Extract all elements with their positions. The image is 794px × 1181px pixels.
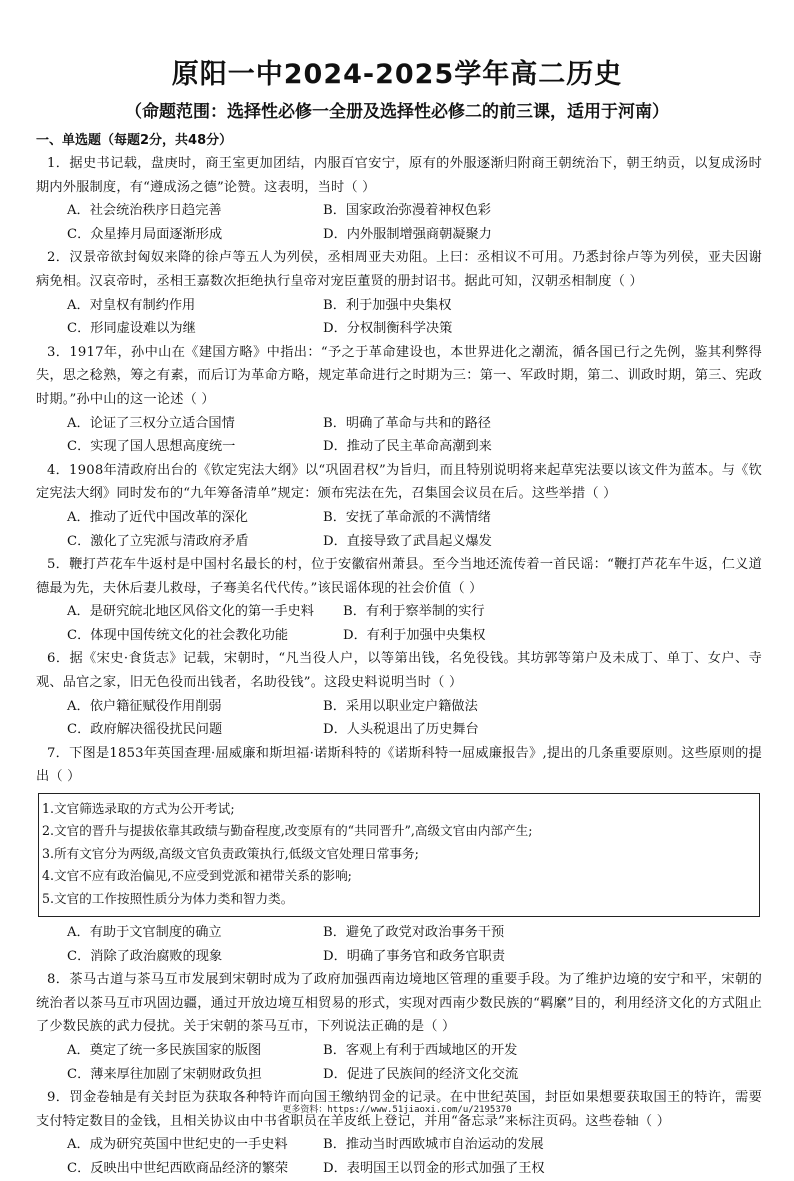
option-d[interactable]: D．人头税退出了历史舞台 — [323, 722, 479, 738]
option-c[interactable]: C．激化了立宪派与清政府矛盾 — [67, 533, 249, 549]
question-2 — [36, 246, 762, 340]
question-6 — [36, 647, 762, 741]
option-d[interactable]: D．分权制衡科学决策 — [323, 321, 453, 337]
principle-item: 3.所有文官分为两级,高级文官负责政策执行,低级文官处理日常事务; — [42, 845, 419, 861]
option-grid — [36, 1133, 762, 1180]
option-c[interactable]: C．反映出中世纪西欧商品经济的繁荣 — [67, 1161, 289, 1176]
option-a[interactable]: A．社会统治秩序日趋完善 — [67, 203, 222, 219]
question-stem: 2．汉景帝欲封匈奴来降的徐卢等五人为列侯，丞相周亚夫劝阻。上曰：丞相议不可用。乃悉封徐卢等为列侯，亚夫因谢病免相。汉哀帝时，丞相王嘉数次拒绝执行皇帝对宠臣董贤的册封诏书。据此可知，汉朝丞相制度（ ） — [36, 250, 762, 289]
question-stem: 1．据史书记载，盘庚时，商王室更加团结，内服百官安宁，原有的外服逐渐归附商王朝统治下，朝王纳贡，以复成汤时期内外服制度，有“遵成汤之德”论赞。这表明，当时（ ） — [36, 156, 762, 195]
option-d[interactable]: D．内外服制增强商朝凝聚力 — [323, 226, 492, 242]
question-1 — [36, 152, 762, 246]
question-stem: 4．1908年清政府出台的《钦定宪法大纲》以“巩固君权”为旨归，而且特别说明将来起草宪法要以该文件为蓝本。与《钦定宪法大纲》同时发布的“九年筹备清单”规定：颁布宪法在先，召集国会议员在后。这些举措（ ） — [36, 462, 762, 502]
question-9 — [36, 1086, 762, 1180]
option-c[interactable]: C．薄来厚往加剧了宋朝财政负担 — [67, 1066, 262, 1082]
option-a[interactable]: A．成为研究英国中世纪史的一手史料 — [67, 1137, 288, 1153]
principles-box — [38, 793, 760, 917]
option-a[interactable]: A．奠定了统一多民族国家的版图 — [67, 1043, 262, 1059]
option-grid — [36, 600, 762, 647]
option-d[interactable]: D．推动了民主革命高潮到来 — [323, 439, 492, 455]
option-grid — [36, 921, 762, 968]
question-3 — [36, 341, 762, 459]
question-8 — [36, 968, 762, 1086]
principle-item: 5.文官的工作按照性质分为体力类和智力类。 — [42, 890, 294, 906]
option-c[interactable]: C．消除了政治腐败的现象 — [67, 948, 223, 964]
option-a[interactable]: A．对皇权有制约作用 — [67, 297, 196, 313]
option-c[interactable]: C．政府解决徭役扰民问题 — [67, 722, 223, 738]
option-b[interactable]: B．利于加强中央集权 — [323, 297, 452, 313]
option-b[interactable]: B．推动当时西欧城市自治运动的发展 — [323, 1137, 544, 1153]
option-grid — [36, 412, 762, 459]
question-5 — [36, 553, 762, 647]
question-stem: 8．茶马古道与茶马互市发展到宋朝时成为了政府加强西南边境地区管理的重要手段。为了维护边境的安宁和平，宋朝的统治者以茶马互市巩固边疆，通过开放边境互相贸易的形式，实现对西南少数民族的“羁縻”目的，利用经济文化的方式阻止了少数民族的武力侵扰。关于宋朝的茶马互市，下列说法正确的是（ ） — [36, 972, 762, 1035]
option-grid — [36, 294, 762, 341]
option-d[interactable]: D．直接导致了武昌起义爆发 — [323, 533, 492, 549]
option-d[interactable]: D．表明国王以罚金的形式加强了王权 — [323, 1161, 545, 1176]
option-c[interactable]: C．实现了国人思想高度统一 — [67, 439, 236, 455]
section-heading: 一、单选题（每题2分，共48分） — [36, 133, 233, 148]
option-d[interactable]: D．有利于加强中央集权 — [343, 627, 486, 643]
page-title: 原阳一中2024-2025学年高二历史 — [171, 59, 623, 90]
option-grid — [36, 506, 762, 553]
option-d[interactable]: D．明确了事务官和政务官职责 — [323, 948, 506, 964]
question-stem: 6．据《宋史·食货志》记载，宋朝时，“凡当役人户，以等第出钱，名免役钱。其坊郭等第户及未成丁、单丁、女户、寺观、品官之家，旧无色役而出钱者，名助役钱”。这段史料说明当时（ ） — [36, 651, 762, 691]
option-a[interactable]: A．推动了近代中国改革的深化 — [67, 509, 248, 525]
principle-item: 4.文官不应有政治偏见,不应受到党派和裙带关系的影响; — [42, 868, 352, 884]
option-a[interactable]: A．依户籍征赋役作用削弱 — [67, 698, 222, 714]
option-a[interactable]: A．是研究皖北地区风俗文化的第一手史料 — [67, 604, 314, 620]
option-a[interactable]: A．有助于文官制度的确立 — [67, 925, 222, 941]
question-4 — [36, 459, 762, 553]
principle-item: 1.文官筛选录取的方式为公开考试; — [42, 801, 235, 817]
option-grid — [36, 695, 762, 742]
option-c[interactable]: C．体现中国传统文化的社会教化功能 — [67, 627, 289, 643]
page-subtitle: （命题范围：选择性必修一全册及选择性必修二的前三课，适用于河南） — [125, 102, 669, 122]
question-stem: 3．1917年，孙中山在《建国方略》中指出：“予之于革命建设也，本世界进化之潮流，循各国已行之先例，鉴其利弊得失，思之稔熟，筹之有素，而后订为革命方略，规定革命进行之时期为三：第一、军政时期，第二、训政时期，第三、宪政时期。”孙中山的这一论述（ ） — [36, 344, 762, 407]
option-c[interactable]: C．众星捧月局面逐渐形成 — [67, 226, 223, 242]
principle-item: 2.文官的晋升与提拔依靠其政绩与勤奋程度,改变原有的“共同晋升”,高级文官由内部产生; — [42, 823, 533, 839]
option-b[interactable]: B．采用以职业定户籍做法 — [323, 698, 478, 714]
option-b[interactable]: B．有利于察举制的实行 — [343, 604, 485, 620]
question-stem: 9．罚金卷轴是有关封臣为获取各种特许而向国王缴纳罚金的记录。在中世纪英国，封臣如果想要获取国王的特许，需要支付特定数目的金钱，且相关协议由中书省职员在羊皮纸上登记，并用“备忘录”来标注页码。这些卷轴（ ） — [36, 1090, 762, 1129]
exam-content — [36, 130, 762, 1181]
question-stem: 5．鞭打芦花车牛返村是中国村名最长的村，位于安徽宿州萧县。至今当地还流传着一首民谣：“鞭打芦花车牛返，仁义道德最为先，夫休后妻儿救母，子骞美名代代传。”该民谣体现的社会价值（ ） — [36, 557, 762, 596]
option-b[interactable]: B．客观上有利于西域地区的开发 — [323, 1043, 518, 1059]
option-b[interactable]: B．安抚了革命派的不满情绪 — [323, 509, 491, 525]
option-b[interactable]: B．国家政治弥漫着神权色彩 — [323, 203, 491, 219]
option-a[interactable]: A．论证了三权分立适合国情 — [67, 415, 235, 431]
option-grid — [36, 199, 762, 246]
option-d[interactable]: D．促进了民族间的经济文化交流 — [323, 1066, 519, 1082]
option-b[interactable]: B．避免了政党对政治事务干预 — [323, 925, 505, 941]
question-7 — [36, 742, 762, 968]
footer-link[interactable]: 更多资料：https://www.51jiaoxi.com/u/2195370 — [282, 1105, 512, 1115]
option-c[interactable]: C．形同虚设难以为继 — [67, 321, 196, 337]
question-stem: 7．下图是1853年英国查理·屈威廉和斯坦福·诺斯科特的《诺斯科特一屈威廉报告》,提出的几条重要原则。这些原则的提出（ ） — [36, 745, 762, 785]
option-b[interactable]: B．明确了革命与共和的路径 — [323, 415, 491, 431]
option-grid — [36, 1039, 762, 1086]
